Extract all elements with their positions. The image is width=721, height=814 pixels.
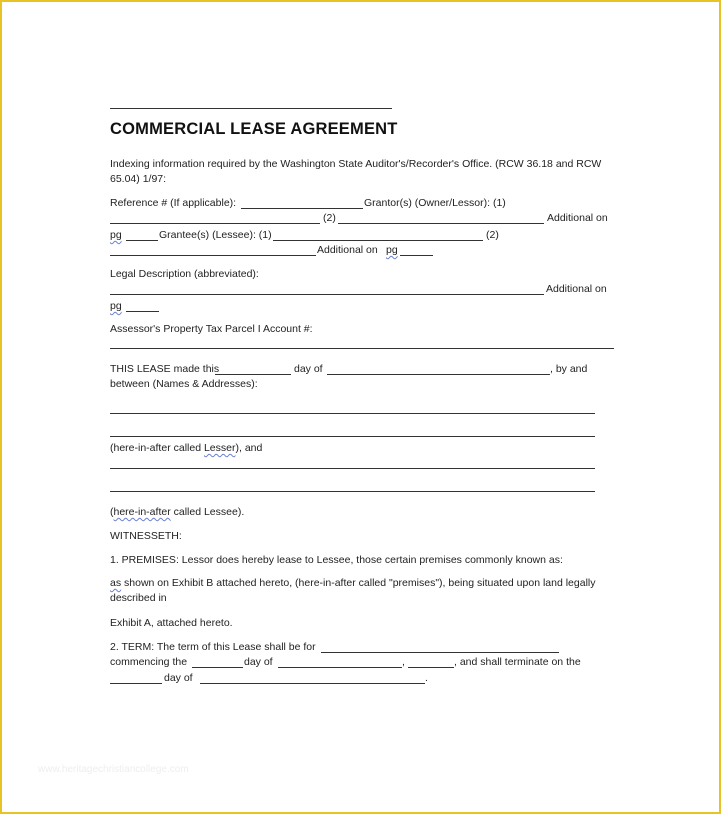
- pg-field-1[interactable]: [126, 240, 158, 241]
- legal-description-field[interactable]: [110, 294, 544, 295]
- term-length-field[interactable]: [321, 652, 559, 653]
- lease-month-field[interactable]: [327, 374, 550, 375]
- lesser-address-field[interactable]: [110, 436, 595, 437]
- term-label: 2. TERM: The term of this Lease shall be for: [110, 641, 316, 653]
- pg-label-2: pg: [386, 244, 398, 256]
- commencing-month-field[interactable]: [278, 667, 402, 668]
- by-and-label: , by and: [550, 363, 588, 375]
- terminate-month-field[interactable]: [200, 683, 425, 684]
- assessor-field[interactable]: [110, 348, 614, 349]
- premises-exhibit-b: as shown on Exhibit B attached hereto, (here-in-after called "premises"), being situated upon land legally: [110, 577, 596, 589]
- pg-field-3[interactable]: [126, 311, 159, 312]
- commencing-label: commencing the: [110, 656, 188, 668]
- lesser-name-field[interactable]: [110, 413, 595, 414]
- terminate-label: , and shall terminate on the: [454, 656, 581, 668]
- witnesseth-heading: WITNESSETH:: [110, 530, 182, 542]
- document-title: COMMERCIAL LEASE AGREEMENT: [110, 120, 398, 138]
- grantee-2-marker: (2): [486, 229, 499, 241]
- additional-on-label-3: Additional on: [546, 283, 607, 295]
- grantee-2-field[interactable]: [110, 255, 316, 256]
- indexing-info-line-2: 65.04) 1/97:: [110, 173, 167, 185]
- indexing-info-line-1: Indexing information required by the Washington State Auditor's/Recorder's Office. (RCW 36.18 and RCW: [110, 158, 602, 170]
- commencing-year-field[interactable]: [408, 667, 454, 668]
- additional-on-label-1: Additional on: [547, 212, 608, 224]
- pg-field-2[interactable]: [400, 255, 433, 256]
- grantee-label: Grantee(s) (Lessee): (1): [159, 229, 272, 241]
- reference-field[interactable]: [241, 208, 363, 209]
- assessor-label: Assessor's Property Tax Parcel I Account #:: [110, 323, 313, 335]
- lessee-name-field[interactable]: [110, 468, 595, 469]
- day-of-label: day of: [294, 363, 323, 375]
- legal-description-label: Legal Description (abbreviated):: [110, 268, 259, 280]
- grantor-label: Grantor(s) (Owner/Lessor): (1): [364, 197, 506, 209]
- additional-on-label-2: Additional on: [317, 244, 378, 256]
- pg-label-1: pg: [110, 229, 122, 241]
- top-rule: [110, 108, 392, 109]
- pg-label-3: pg: [110, 300, 122, 312]
- commencing-day-field[interactable]: [192, 667, 243, 668]
- lessee-caption: (here-in-after called Lessee).: [110, 506, 245, 518]
- grantor-2-field[interactable]: [338, 223, 544, 224]
- between-label: between (Names & Addresses):: [110, 378, 258, 390]
- lease-day-field[interactable]: [215, 374, 291, 375]
- grantor-1-field[interactable]: [110, 223, 320, 224]
- comma-1: ,: [402, 656, 405, 668]
- reference-label: Reference # (If applicable):: [110, 197, 237, 209]
- terminate-day-of-label: day of: [164, 672, 193, 684]
- grantor-2-marker: (2): [323, 212, 336, 224]
- terminate-day-field[interactable]: [110, 683, 162, 684]
- commencing-day-of-label: day of: [244, 656, 273, 668]
- premises-exhibit-a: Exhibit A, attached hereto.: [110, 617, 233, 629]
- terminate-period: .: [425, 672, 428, 684]
- lessee-address-field[interactable]: [110, 491, 595, 492]
- grantee-1-field[interactable]: [273, 240, 483, 241]
- premises-described-in: described in: [110, 592, 167, 604]
- premises-clause: 1. PREMISES: Lessor does hereby lease to Lessee, those certain premises commonly known as:: [110, 554, 563, 566]
- lease-made-label: THIS LEASE made this: [110, 363, 220, 375]
- watermark-text: www.heritagechristiancollege.com: [38, 764, 189, 775]
- lesser-caption: (here-in-after called Lesser), and: [110, 442, 263, 454]
